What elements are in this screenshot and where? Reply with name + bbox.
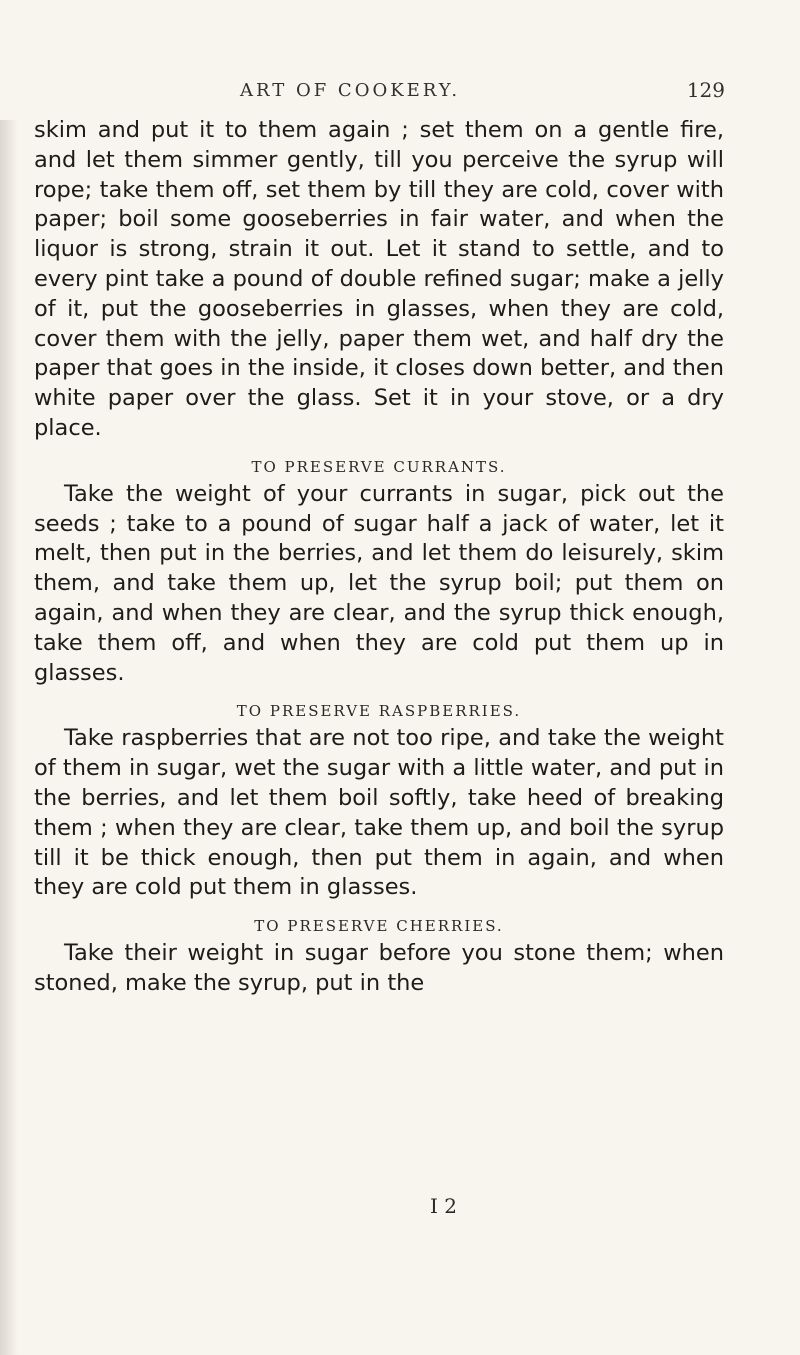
section-paragraph: Take raspberries that are not too ripe, and take the weight of them in sugar, wet the sugar with a little water, and put in the berries, and let them boil softly, take heed of breaking them ; when they are clear, take them up, and boil the syrup till it be thick enough, then put them in again, and when they are cold put them in glasses. bbox=[34, 725, 724, 901]
section-cherries bbox=[34, 913, 724, 999]
running-head bbox=[0, 80, 800, 120]
section-paragraph: Take their weight in sugar before you stone them; when stoned, make the syrup, put in the bbox=[34, 940, 724, 996]
section-paragraph: Take the weight of your currants in sugar, pick out the seeds ; take to a pound of sugar half a jack of water, let it melt, then put in the berries, and let them do leisurely, skim them, and take them up, let the syrup boil; put them on again, and when they are clear, and the syrup thick enough, take them off, and when they are cold put them up in glasses. bbox=[34, 480, 724, 686]
section-currants bbox=[34, 454, 724, 689]
section-heading: TO PRESERVE RASPBERRIES. bbox=[236, 702, 522, 721]
section-heading: TO PRESERVE CHERRIES. bbox=[254, 917, 504, 936]
intro-paragraph: skim and put it to them again ; set them on a gentle fire, and let them simmer gently, till you perceive the syrup will rope; take them off, set them by till they are cold, cover with paper; boil some gooseberries in fair water, and when the liquor is strong, strain it out. Let it stand to settle, and to every pint take a pound of double refined sugar; make a jelly of it, put the gooseberries in glasses, when they are cold, cover them with the jelly, paper them wet, and half dry the paper that goes in the inside, it closes down better, and then white paper over the glass. Set it in your stove, or a dry place. bbox=[34, 117, 724, 441]
page-gutter-shadow bbox=[0, 120, 18, 1355]
section-heading: TO PRESERVE CURRANTS. bbox=[251, 457, 507, 476]
signature-mark: I 2 bbox=[430, 1194, 457, 1218]
section-raspberries bbox=[34, 698, 724, 903]
running-title: ART OF COOKERY. bbox=[240, 80, 461, 101]
body-text bbox=[34, 116, 724, 999]
page-number: 129 bbox=[686, 78, 725, 102]
